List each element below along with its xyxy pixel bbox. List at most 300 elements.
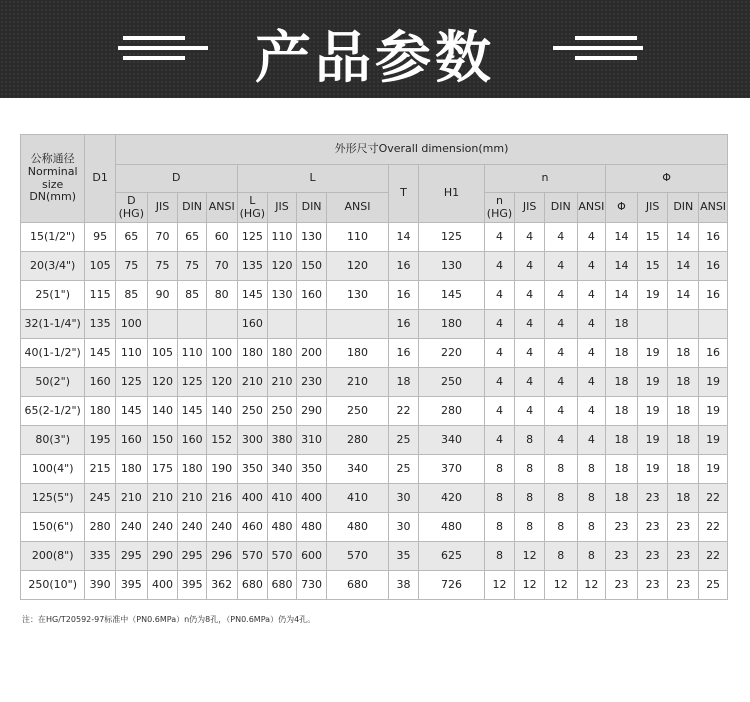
table-cell: 8 [544,455,577,484]
table-row [21,571,728,600]
table-cell: 420 [419,484,484,513]
table-cell: 22 [699,542,728,571]
table-cell: 75 [115,252,147,281]
table-cell: 726 [419,571,484,600]
table-cell: 4 [515,281,545,310]
footnote: 注：在HG/T20592-97标准中（PN0.6MPa）n仍为8孔，（PN0.6MPa）仍为4孔。 [22,615,316,624]
table-cell: 14 [606,252,638,281]
table-cell: 135 [237,252,268,281]
subheader-cell: JIS [147,193,178,223]
table-cell: 480 [419,513,484,542]
table-cell: 570 [268,542,297,571]
table-cell: 18 [668,455,699,484]
header-d1: D1 [85,135,116,223]
table-cell: 19 [637,426,668,455]
table-cell: 4 [515,310,545,339]
table-cell: 4 [515,339,545,368]
table-cell: 18 [668,484,699,513]
table-cell [668,310,699,339]
table-cell: 180 [268,339,297,368]
table-cell: 250 [268,397,297,426]
table-cell: 14 [668,252,699,281]
subheader-cell: DIN [668,193,699,223]
nominal-size-cell: 125(5") [21,484,85,513]
table-cell: 680 [237,571,268,600]
table-cell: 245 [85,484,116,513]
table-cell: 195 [85,426,116,455]
table-cell: 160 [115,426,147,455]
table-cell: 4 [544,281,577,310]
table-cell: 19 [637,397,668,426]
table-cell [327,310,388,339]
nominal-size-cell: 50(2") [21,368,85,397]
table-cell: 4 [577,252,606,281]
table-cell: 4 [544,223,577,252]
subheader-cell: DIN [544,193,577,223]
table-cell: 160 [237,310,268,339]
header-group-phi: Φ [606,165,728,193]
subheader-cell: D (HG) [115,193,147,223]
header-overall-dimension: 外形尺寸Overall dimension(mm) [115,135,727,165]
right-decor-line-bottom [575,56,637,60]
table-cell: 125 [178,368,207,397]
table-row [21,542,728,571]
table-cell: 200 [296,339,327,368]
table-cell: 730 [296,571,327,600]
table-cell: 19 [637,339,668,368]
table-cell: 145 [419,281,484,310]
table-cell: 230 [296,368,327,397]
right-decor-line-top [575,36,637,40]
table-cell: 65 [115,223,147,252]
table-row [21,484,728,513]
table-cell: 395 [178,571,207,600]
nominal-size-cell: 20(3/4") [21,252,85,281]
subheader-cell: JIS [637,193,668,223]
table-row [21,513,728,542]
table-cell: 295 [115,542,147,571]
table-cell: 60 [206,223,237,252]
table-cell: 140 [206,397,237,426]
table-cell: 12 [515,542,545,571]
table-cell: 23 [606,542,638,571]
nominal-size-cell: 40(1-1/2") [21,339,85,368]
table-cell: 23 [668,571,699,600]
table-cell: 190 [206,455,237,484]
table-cell: 410 [268,484,297,513]
table-cell: 250 [419,368,484,397]
table-cell: 290 [296,397,327,426]
table-cell: 160 [85,368,116,397]
table-cell: 125 [115,368,147,397]
table-cell: 480 [296,513,327,542]
table-body [21,223,728,600]
table-cell: 19 [699,426,728,455]
table-cell: 19 [699,368,728,397]
table-cell: 180 [85,397,116,426]
table-cell: 180 [178,455,207,484]
table-cell: 296 [206,542,237,571]
table-cell: 145 [85,339,116,368]
table-cell: 16 [699,223,728,252]
table-cell: 150 [296,252,327,281]
table-cell: 350 [237,455,268,484]
subheader-cell: n (HG) [484,193,515,223]
table-cell: 280 [327,426,388,455]
table-cell: 23 [606,571,638,600]
page-title: 产品参数 [255,26,495,91]
table-row [21,455,728,484]
table-cell: 250 [327,397,388,426]
table-row [21,223,728,252]
header-group-l: L [237,165,388,193]
table-cell: 130 [268,281,297,310]
table-row [21,397,728,426]
table-cell: 220 [419,339,484,368]
table-cell: 395 [115,571,147,600]
table-cell: 240 [115,513,147,542]
table-cell: 4 [577,397,606,426]
table-cell: 18 [606,397,638,426]
table-cell: 145 [115,397,147,426]
table-cell: 8 [544,513,577,542]
table-cell: 340 [327,455,388,484]
table-cell: 4 [484,252,515,281]
table-cell: 4 [577,281,606,310]
table-cell: 12 [484,571,515,600]
table-cell: 16 [699,252,728,281]
table-cell: 14 [388,223,419,252]
table-cell: 23 [637,542,668,571]
table-cell [268,310,297,339]
nominal-size-cell: 250(10") [21,571,85,600]
table-cell: 8 [515,484,545,513]
table-cell: 180 [327,339,388,368]
table-cell: 110 [268,223,297,252]
table-cell: 300 [237,426,268,455]
table-cell: 4 [577,339,606,368]
table-cell [147,310,178,339]
table-cell: 16 [388,310,419,339]
table-cell: 8 [544,484,577,513]
table-cell: 125 [419,223,484,252]
table-cell: 14 [606,223,638,252]
table-cell [699,310,728,339]
table-cell: 19 [637,455,668,484]
table-cell: 335 [85,542,116,571]
table-cell [206,310,237,339]
table-cell: 19 [637,368,668,397]
table-cell: 4 [544,339,577,368]
subheader-cell: Φ [606,193,638,223]
table-cell: 210 [237,368,268,397]
table-cell: 4 [544,252,577,281]
table-cell [296,310,327,339]
table-cell: 120 [147,368,178,397]
table-cell: 4 [484,426,515,455]
table-cell: 295 [178,542,207,571]
table-cell: 140 [147,397,178,426]
table-cell [637,310,668,339]
table-cell: 22 [699,484,728,513]
header-nominal-size: 公称通径 Norminal size DN(mm) [21,135,85,223]
table-cell: 625 [419,542,484,571]
table-cell: 90 [147,281,178,310]
table-cell: 120 [268,252,297,281]
table-cell: 250 [237,397,268,426]
header-t: T [388,165,419,223]
table-cell: 105 [85,252,116,281]
table-cell: 210 [147,484,178,513]
table-cell: 390 [85,571,116,600]
table-cell: 16 [699,339,728,368]
table-cell: 19 [699,397,728,426]
table-cell: 240 [178,513,207,542]
table-cell: 4 [577,368,606,397]
table-cell: 240 [206,513,237,542]
nominal-size-cell: 25(1") [21,281,85,310]
table-cell: 130 [327,281,388,310]
nominal-size-cell: 150(6") [21,513,85,542]
table-cell: 100 [115,310,147,339]
table-cell: 12 [515,571,545,600]
table-cell: 4 [484,310,515,339]
nominal-size-cell: 80(3") [21,426,85,455]
table-cell: 8 [577,513,606,542]
table-cell: 4 [484,223,515,252]
table-cell: 380 [268,426,297,455]
table-cell: 370 [419,455,484,484]
table-cell: 23 [637,513,668,542]
table-cell: 65 [178,223,207,252]
table-cell: 25 [388,426,419,455]
table-cell: 15 [637,223,668,252]
table-cell: 8 [515,455,545,484]
table-cell: 180 [115,455,147,484]
table-cell: 480 [268,513,297,542]
table-cell: 70 [206,252,237,281]
subheader-cell: ANSI [577,193,606,223]
table-cell: 4 [544,310,577,339]
table-cell: 680 [327,571,388,600]
subheader-cell: ANSI [699,193,728,223]
table-cell: 4 [515,223,545,252]
table-cell: 25 [699,571,728,600]
table-cell: 14 [606,281,638,310]
table-cell: 110 [327,223,388,252]
table-cell: 18 [606,339,638,368]
table-cell: 120 [206,368,237,397]
table-cell: 160 [296,281,327,310]
table-cell: 150 [147,426,178,455]
table-cell: 280 [419,397,484,426]
table-cell: 280 [85,513,116,542]
subheader-cell: ANSI [206,193,237,223]
subheader-cell: DIN [178,193,207,223]
table-cell: 4 [484,281,515,310]
table-cell: 175 [147,455,178,484]
table-cell: 4 [515,252,545,281]
table-cell: 570 [327,542,388,571]
nominal-size-cell: 15(1/2") [21,223,85,252]
table-cell: 14 [668,223,699,252]
table-cell: 110 [115,339,147,368]
table-cell: 130 [296,223,327,252]
table-cell: 350 [296,455,327,484]
table-cell: 18 [606,426,638,455]
table-cell: 115 [85,281,116,310]
table-cell: 400 [237,484,268,513]
table-cell: 130 [419,252,484,281]
table-cell: 18 [668,368,699,397]
header-h1: H1 [419,165,484,223]
table-cell: 8 [544,542,577,571]
table-cell: 4 [544,426,577,455]
table-cell: 23 [637,571,668,600]
table-cell: 570 [237,542,268,571]
table-cell: 4 [577,310,606,339]
table-cell: 23 [606,513,638,542]
table-cell: 210 [268,368,297,397]
table-cell: 14 [668,281,699,310]
table-cell: 4 [544,397,577,426]
table-cell: 8 [484,484,515,513]
table-cell: 8 [484,542,515,571]
table-cell: 4 [484,339,515,368]
table-cell: 85 [178,281,207,310]
table-cell: 35 [388,542,419,571]
table-cell: 16 [388,281,419,310]
table-cell: 25 [388,455,419,484]
table-row [21,426,728,455]
table-cell: 215 [85,455,116,484]
table-cell: 16 [388,339,419,368]
table-cell: 8 [577,542,606,571]
table-cell: 75 [147,252,178,281]
table-cell: 8 [515,513,545,542]
table-cell: 290 [147,542,178,571]
table-cell: 23 [637,484,668,513]
table-cell: 110 [178,339,207,368]
right-decor-line-middle [553,46,643,50]
table-cell: 8 [515,426,545,455]
table-cell: 8 [484,455,515,484]
table-cell: 460 [237,513,268,542]
table-cell: 400 [147,571,178,600]
header-group-d: D [115,165,237,193]
table-cell: 30 [388,484,419,513]
table-cell: 8 [484,513,515,542]
table-cell: 135 [85,310,116,339]
table-cell: 18 [668,339,699,368]
table-cell: 4 [484,397,515,426]
table-row [21,252,728,281]
table-cell: 18 [606,455,638,484]
table-cell: 4 [515,397,545,426]
table-cell: 210 [178,484,207,513]
table-cell: 400 [296,484,327,513]
header-group-n: n [484,165,606,193]
table-cell: 18 [668,426,699,455]
table-cell: 18 [388,368,419,397]
table-cell: 240 [147,513,178,542]
table-cell: 8 [577,484,606,513]
table-cell: 22 [699,513,728,542]
table-cell: 180 [419,310,484,339]
subheader-cell: JIS [268,193,297,223]
table-row [21,281,728,310]
dimension-table [20,134,728,600]
table-cell: 18 [606,484,638,513]
table-cell: 216 [206,484,237,513]
table-cell: 16 [699,281,728,310]
nominal-size-cell: 100(4") [21,455,85,484]
table-cell: 210 [115,484,147,513]
table-cell: 16 [388,252,419,281]
table-cell: 18 [606,368,638,397]
subheader-cell: JIS [515,193,545,223]
table-cell: 4 [544,368,577,397]
table-cell: 19 [699,455,728,484]
table-cell: 680 [268,571,297,600]
table-cell: 340 [268,455,297,484]
table-cell: 19 [637,281,668,310]
table-cell: 100 [206,339,237,368]
title-banner [0,0,750,98]
table-cell: 4 [577,426,606,455]
table-cell: 4 [484,368,515,397]
table-cell: 38 [388,571,419,600]
table-cell: 80 [206,281,237,310]
table-cell: 160 [178,426,207,455]
table-cell: 180 [237,339,268,368]
table-cell: 23 [668,542,699,571]
table-cell: 362 [206,571,237,600]
table-cell: 4 [515,368,545,397]
table-cell: 600 [296,542,327,571]
table-cell: 480 [327,513,388,542]
table-cell: 22 [388,397,419,426]
table-cell: 18 [606,310,638,339]
table-cell: 145 [237,281,268,310]
table-cell: 145 [178,397,207,426]
nominal-size-cell: 65(2-1/2") [21,397,85,426]
table-row [21,368,728,397]
table-cell: 12 [544,571,577,600]
table-cell: 18 [668,397,699,426]
table-cell: 210 [327,368,388,397]
nominal-size-cell: 32(1-1/4") [21,310,85,339]
table-cell: 85 [115,281,147,310]
table-cell: 70 [147,223,178,252]
subheader-cell: L (HG) [237,193,268,223]
table-cell: 152 [206,426,237,455]
table-cell: 23 [668,513,699,542]
table-cell: 105 [147,339,178,368]
table-cell: 4 [577,223,606,252]
subheader-cell: ANSI [327,193,388,223]
table-cell: 8 [577,455,606,484]
table-cell: 410 [327,484,388,513]
table-cell: 30 [388,513,419,542]
table-cell: 12 [577,571,606,600]
subheader-cell: DIN [296,193,327,223]
nominal-size-cell: 200(8") [21,542,85,571]
table-cell: 95 [85,223,116,252]
table-cell: 75 [178,252,207,281]
table-row [21,310,728,339]
table-cell: 125 [237,223,268,252]
